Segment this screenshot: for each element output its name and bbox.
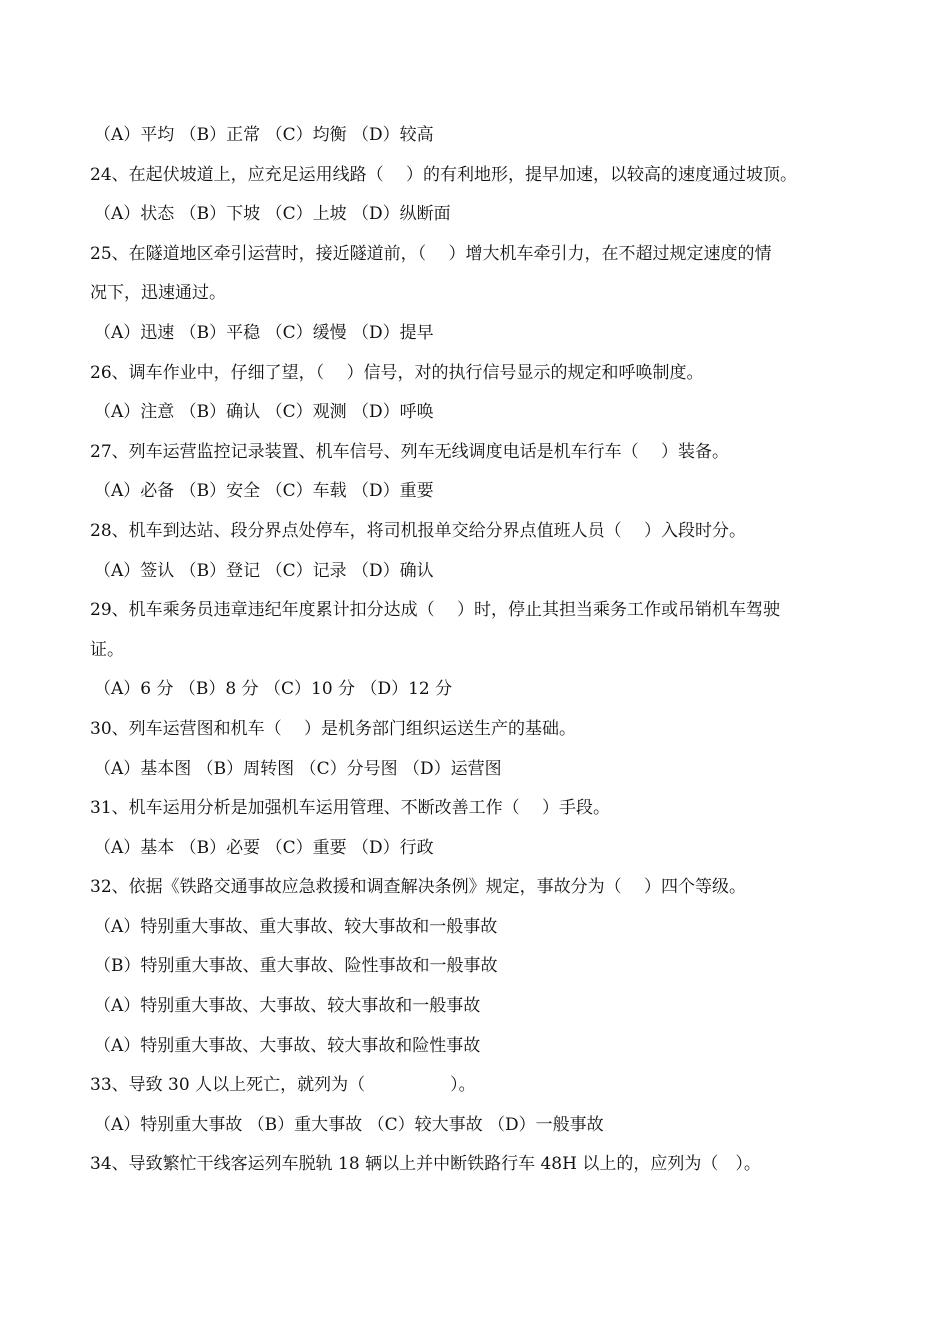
answer-option-32-b: （B）特别重大事故、重大事故、险性事故和一般事故: [94, 956, 498, 977]
answer-option-32-c: （A）特别重大事故、大事故、较大事故和一般事故: [94, 996, 481, 1017]
question-31: 31、机车运用分析是加强机车运用管理、不断改善工作（ ）手段。: [90, 798, 611, 819]
question-26: 26、调车作业中，仔细了望，（ ）信号，对的执行信号显示的规定和呼唤制度。: [90, 362, 704, 383]
question-29-continued: 证。: [90, 639, 124, 660]
answer-options-26: （A）注意 （B）确认 （C）观测 （D）呼唤: [94, 402, 434, 423]
question-28: 28、机车到达站、段分界点处停车，将司机报单交给分界点值班人员（ ）入段时分。: [90, 520, 747, 541]
answer-option-32-d: （A）特别重大事故、大事故、较大事故和险性事故: [94, 1035, 481, 1056]
question-25-continued: 况下，迅速通过。: [90, 283, 226, 304]
question-30: 30、列车运营图和机车（ ）是机务部门组织运送生产的基础。: [90, 718, 577, 739]
question-27: 27、列车运营监控记录装置、机车信号、列车无线调度电话是机车行车（ ）装备。: [90, 441, 730, 462]
answer-options-29: （A）6 分 （B）8 分 （C）10 分 （D）12 分: [94, 679, 453, 700]
answer-options-25: （A）迅速 （B）平稳 （C）缓慢 （D）提早: [94, 322, 434, 343]
question-32: 32、依据《铁路交通事故应急救援和调查解决条例》规定，事故分为（ ）四个等级。: [90, 877, 747, 898]
question-34: 34、导致繁忙干线客运列车脱轨 18 辆以上并中断铁路行车 48H 以上的，应列为（ ）。: [90, 1154, 761, 1175]
answer-options-28: （A）签认 （B）登记 （C）记录 （D）确认: [94, 560, 434, 581]
question-24: 24、在起伏坡道上，应充足运用线路（ ）的有利地形，提早加速，以较高的速度通过坡顶。: [90, 164, 798, 185]
answer-options-27: （A）必备 （B）安全 （C）车载 （D）重要: [94, 481, 434, 502]
answer-option-32-a: （A）特别重大事故、重大事故、较大事故和一般事故: [94, 916, 498, 937]
answer-options-23: （A）平均 （B）正常 （C）均衡 （D）较高: [94, 125, 434, 145]
question-33: 33、导致 30 人以上死亡，就列为（ ）。: [90, 1075, 476, 1096]
answer-options-31: （A）基本 （B）必要 （C）重要 （D）行政: [94, 837, 434, 858]
document-page: [90, 116, 880, 1185]
answer-options-30: （A）基本图 （B）周转图 （C）分号图 （D）运营图: [94, 758, 502, 779]
answer-options-33: （A）特别重大事故 （B）重大事故 （C）较大事故 （D）一般事故: [94, 1114, 604, 1135]
question-29: 29、机车乘务员违章违纪年度累计扣分达成（ ）时，停止其担当乘务工作或吊销机车驾驶: [90, 600, 781, 621]
question-25: 25、在隧道地区牵引运营时，接近隧道前，（ ）增大机车牵引力，在不超过规定速度的情: [90, 243, 772, 264]
answer-options-24: （A）状态 （B）下坡 （C）上坡 （D）纵断面: [94, 204, 451, 225]
